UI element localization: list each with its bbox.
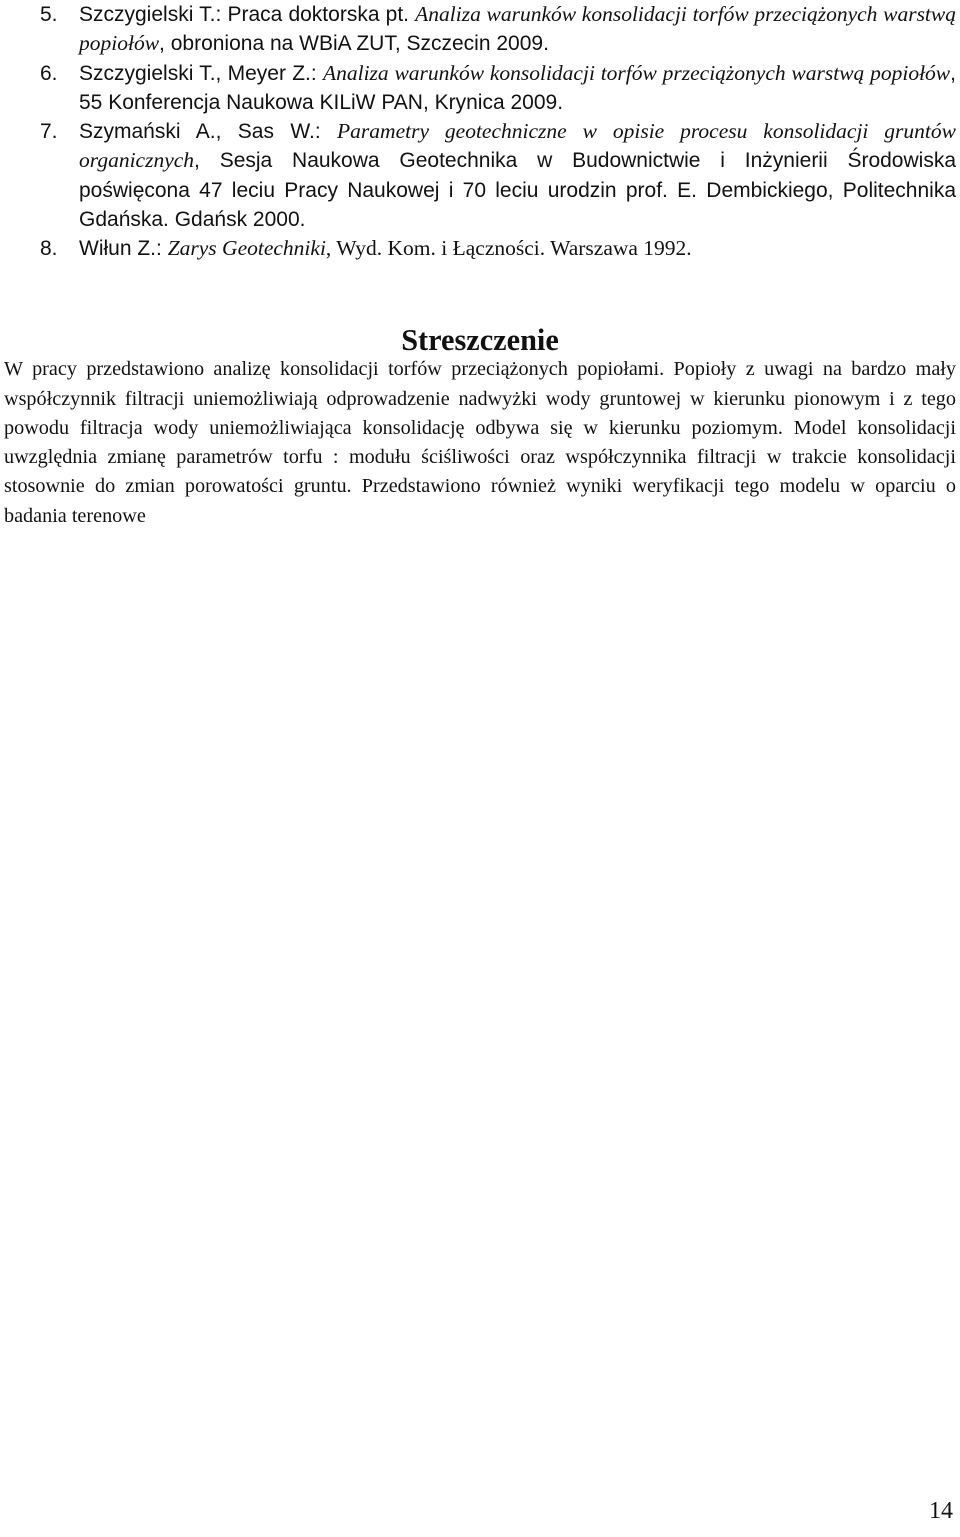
reference-text — [79, 62, 956, 114]
reference-details: , obroniona na WBiA ZUT, Szczecin 2009. — [159, 32, 549, 56]
reference-authors: Szymański A., Sas W.: — [79, 120, 338, 144]
reference-number: 8. — [40, 237, 58, 261]
reference-title: Parametry geotechniczne w opisie procesu konsolidacji gruntów organicznych — [79, 119, 956, 173]
reference-details: , Wyd. Kom. i Łączności. Warszawa 1992. — [325, 236, 692, 261]
reference-item — [40, 117, 956, 234]
reference-list — [40, 0, 956, 264]
reference-details: , Sesja Naukowa Geotechnika w Budownictwie i Inżynierii Środowiska poświęcona 47 leciu Pracy Naukowej i 70 leciu urodzin prof. E. Dembickiego, Politechnika Gdańska. Gdańsk 2000. — [79, 149, 956, 232]
reference-text — [79, 237, 692, 260]
reference-details: , 55 Konferencja Naukowa KILiW PAN, Krynica 2009. — [79, 61, 956, 114]
page-number: 14 — [929, 1498, 953, 1524]
abstract-body: W pracy przedstawiono analizę konsolidacji torfów przeciążonych popiołami. Popioły z uwagi na bardzo mały współczynnik filtracji uniemożliwiają odprowadzenie nadwyżki wody gruntowej w kierunku pionowym i z tego powodu filtracja wody uniemożliwiająca konsolidację odbywa się w kierunku poziomym. Model konsolidacji uwzględnia zmianę parametrów torfu : modułu ściśliwości oraz współczynnika filtracji w trakcie konsolidacji stosownie do zmian porowatości gruntu. Przedstawiono również wyniki weryfikacji tego modelu w oparciu o badania terenowe — [4, 358, 956, 527]
reference-authors: Wiłun Z.: — [79, 237, 168, 261]
reference-number: 5. — [40, 3, 58, 26]
reference-text — [79, 3, 956, 55]
reference-item — [40, 0, 956, 59]
reference-text — [79, 120, 956, 231]
reference-item — [40, 59, 956, 118]
reference-title: Analiza warunków konsolidacji torfów przeciążonych warstwą popiołów — [79, 2, 956, 56]
reference-number: 6. — [40, 61, 58, 85]
reference-number: 7. — [40, 120, 58, 144]
reference-authors: Szczygielski T., Meyer Z.: — [79, 61, 323, 85]
reference-authors: Szczygielski T.: Praca doktorska pt. — [79, 3, 416, 26]
reference-item — [40, 234, 956, 263]
abstract-section — [4, 323, 956, 531]
abstract-title: Streszczenie — [401, 323, 559, 357]
reference-title: Zarys Geotechniki — [167, 236, 326, 261]
reference-title: Analiza warunków konsolidacji torfów przeciążonych warstwą popiołów — [322, 60, 951, 85]
